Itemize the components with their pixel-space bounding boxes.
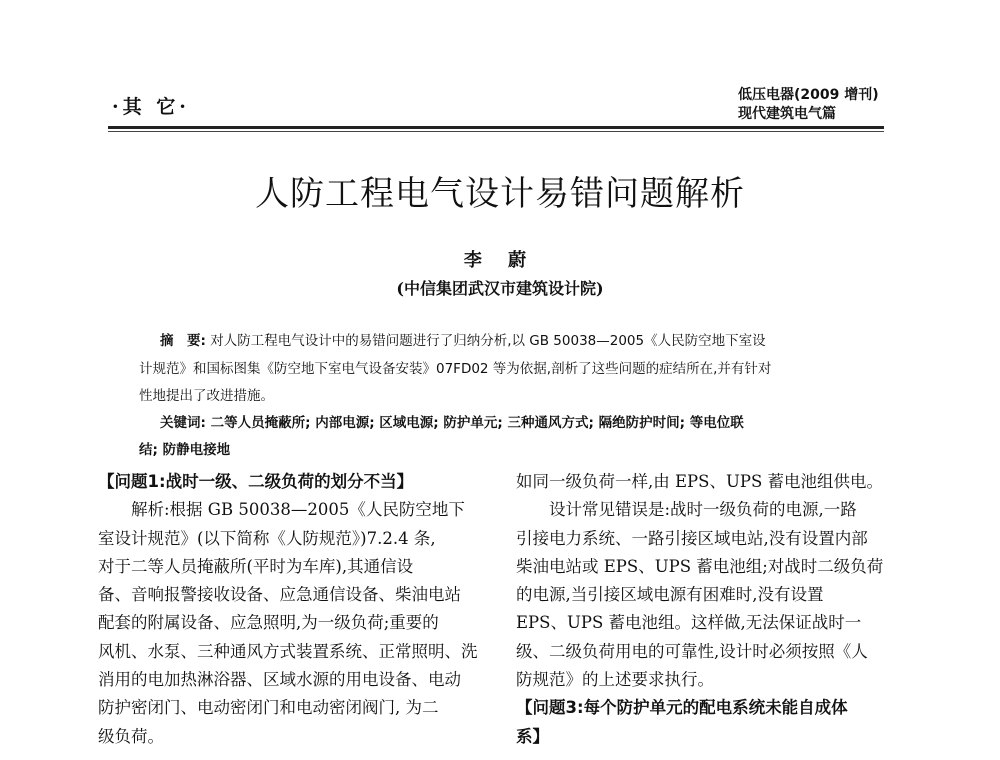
keywords-label: 关键词: — [160, 415, 206, 431]
right-column — [516, 468, 883, 751]
body-line: 的电源,当引接区域电源有困难时,没有设置 — [516, 585, 824, 605]
journal-info — [738, 86, 879, 124]
body-line: 对于二等人员掩蔽所(平时为车库),其通信设 — [98, 556, 414, 576]
body-line: 级负荷。 — [98, 726, 164, 746]
header-rule-thin — [108, 131, 884, 132]
abstract-line: 计规范》和国标图集《防空地下室电气设备安装》07FD02 等为依据,剖析了这些问题的症结所在,并有针对 — [139, 361, 772, 377]
author: 李 蔚 — [463, 250, 537, 271]
abstract-line: 性地提出了改进措施。 — [139, 388, 274, 404]
header-rule — [108, 126, 884, 129]
abstract-line — [160, 329, 766, 349]
left-column — [98, 468, 478, 751]
keywords-line: 结; 防静电接地 — [139, 442, 231, 458]
journal-name: 低压电器(2009 增刊) — [738, 87, 879, 103]
body-line: 如同一级负荷一样,由 EPS、UPS 蓄电池组供电。 — [516, 472, 883, 491]
keywords-text: 二等人员掩蔽所; 内部电源; 区域电源; 防护单元; 三种通风方式; 隔绝防护时间; 等电位联 — [210, 415, 744, 431]
body-line: 柴油电站或 EPS、UPS 蓄电池组;对战时二级负荷 — [516, 556, 884, 576]
heading-problem-3-cont: 系】 — [516, 726, 549, 746]
body-line: 引接电力系统、一路引接区域电站,没有设置内部 — [516, 528, 868, 548]
keywords-line — [160, 411, 744, 431]
body-line: 室设计规范》(以下简称《人防规范》)7.2.4 条, — [98, 528, 436, 548]
heading-problem-1: 【问题1:战时一级、二级负荷的划分不当】 — [98, 472, 414, 491]
body-line: 备、音响报警接收设备、应急通信设备、柴油电站 — [98, 585, 461, 605]
body-line: EPS、UPS 蓄电池组。这样做,无法保证战时一 — [516, 613, 862, 633]
body-line: 风机、水泵、三种通风方式装置系统、正常照明、洗 — [98, 641, 478, 661]
journal-issue: 现代建筑电气篇 — [738, 106, 836, 122]
section-label: ·其 它· — [112, 96, 190, 118]
body-line: 设计常见错误是:战时一级负荷的电源,一路 — [549, 500, 857, 520]
abstract-text: 对人防工程电气设计中的易错问题进行了归纳分析,以 GB 50038—2005《人民防空地下室设 — [210, 333, 766, 349]
paper-title: 人防工程电气设计易错问题解析 — [255, 174, 745, 214]
heading-problem-3: 【问题3:每个防护单元的配电系统未能自成体 — [516, 698, 848, 718]
body-line: 防护密闭门、电动密闭门和电动密闭阀门, 为二 — [98, 698, 439, 718]
affiliation: (中信集团武汉市建筑设计院) — [396, 279, 604, 298]
body-line: 解析:根据 GB 50038—2005《人民防空地下 — [131, 500, 465, 520]
body-line: 配套的附属设备、应急照明,为一级负荷;重要的 — [98, 613, 439, 633]
body-line: 防规范》的上述要求执行。 — [516, 670, 714, 690]
body-line: 消用的电加热淋浴器、区域水源的用电设备、电动 — [98, 670, 461, 690]
body-line: 级、二级负荷用电的可靠性,设计时必须按照《人 — [516, 641, 868, 661]
abstract-label: 摘 要: — [160, 333, 206, 349]
